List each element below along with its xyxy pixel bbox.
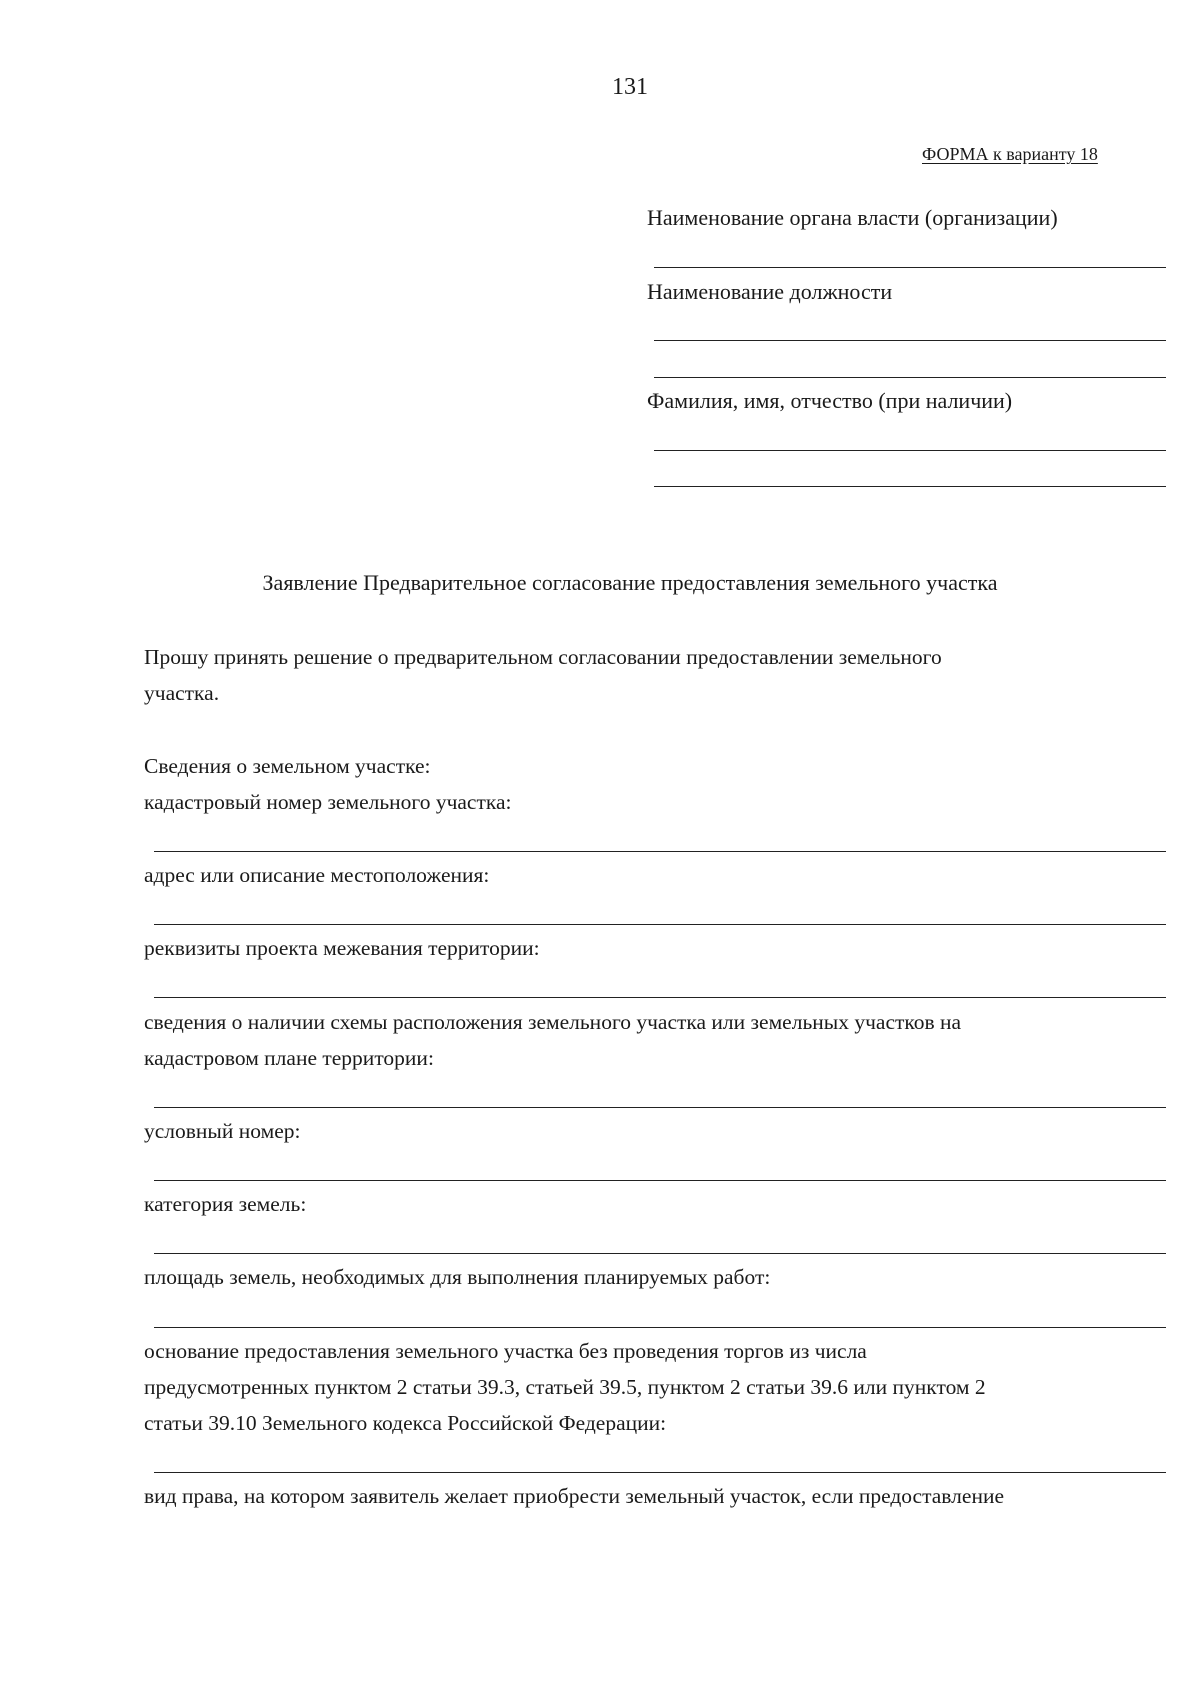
position-line-2[interactable] <box>654 377 1166 378</box>
authority-name-label: Наименование органа власти (организации) <box>647 205 1058 230</box>
survey-project-line[interactable] <box>154 997 1166 998</box>
page-number: 131 <box>612 74 648 100</box>
scheme-label-line-2: кадастровом плане территории: <box>144 1046 434 1070</box>
full-name-line-1[interactable] <box>654 450 1166 451</box>
right-type-label: вид права, на котором заявитель желает приобрести земельный участок, если предоставление <box>144 1484 1004 1508</box>
address-line[interactable] <box>154 924 1166 925</box>
area-line[interactable] <box>154 1327 1166 1328</box>
scheme-line[interactable] <box>154 1107 1166 1108</box>
survey-project-label: реквизиты проекта межевания территории: <box>144 936 540 960</box>
basis-label-line-2: предусмотренных пунктом 2 статьи 39.3, статьей 39.5, пунктом 2 статьи 39.6 или пунктом 2 <box>144 1375 986 1399</box>
cadastral-number-label: кадастровый номер земельного участка: <box>144 790 512 814</box>
document-title: Заявление Предварительное согласование предоставления земельного участка <box>262 570 998 595</box>
conditional-number-label: условный номер: <box>144 1119 301 1143</box>
area-label: площадь земель, необходимых для выполнения планируемых работ: <box>144 1265 771 1289</box>
land-category-label: категория земель: <box>144 1192 307 1216</box>
full-name-line-2[interactable] <box>654 486 1166 487</box>
basis-label-line-1: основание предоставления земельного участка без проведения торгов из числа <box>144 1339 867 1363</box>
address-label: адрес или описание местоположения: <box>144 863 490 887</box>
request-text-line-1: Прошу принять решение о предварительном согласовании предоставлении земельного <box>144 645 942 669</box>
scheme-label-line-1: сведения о наличии схемы расположения земельного участка или земельных участков на <box>144 1010 962 1034</box>
full-name-label: Фамилия, имя, отчество (при наличии) <box>647 388 1013 413</box>
basis-line[interactable] <box>154 1472 1166 1473</box>
conditional-number-line[interactable] <box>154 1180 1166 1181</box>
section-label: Сведения о земельном участке: <box>144 754 431 778</box>
form-variant-label: ФОРМА к варианту 18 <box>922 144 1098 164</box>
cadastral-number-line[interactable] <box>154 851 1166 852</box>
land-category-line[interactable] <box>154 1253 1166 1254</box>
position-line-1[interactable] <box>654 340 1166 341</box>
authority-name-line[interactable] <box>654 267 1166 268</box>
request-text-line-2: участка. <box>144 681 220 705</box>
basis-label-line-3: статьи 39.10 Земельного кодекса Российской Федерации: <box>144 1411 667 1435</box>
position-label: Наименование должности <box>647 279 893 304</box>
